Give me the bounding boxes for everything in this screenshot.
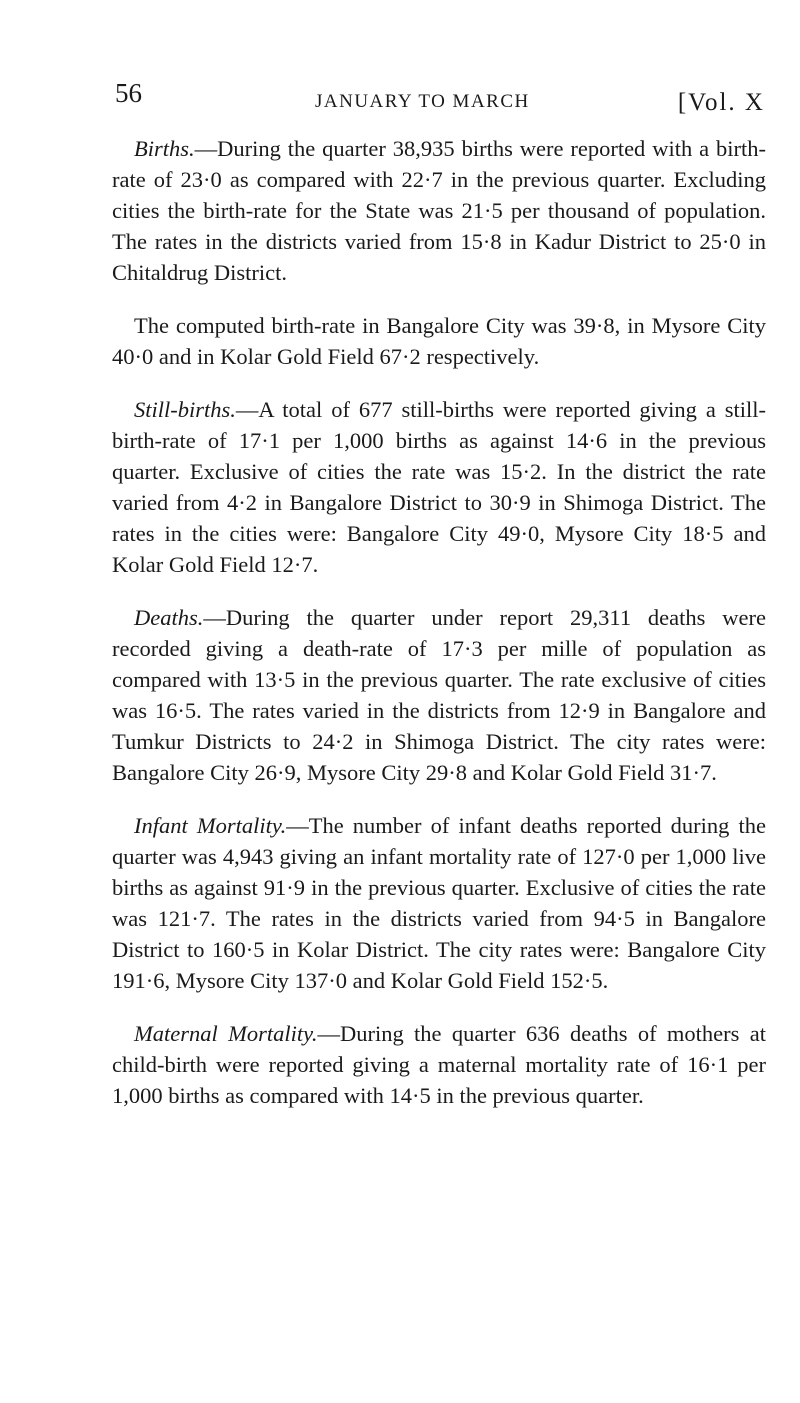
page-number: 56	[115, 78, 142, 108]
paragraph-text: —During the quarter 38,935 births were reported with a birth-rate of 23·0 as compared with 22·7 in the previous quarter. Excluding cities the birth-rate for the State was 21·5 per thousand of population. The rates in the districts varied from 15·8 in Kadur District to 25·0 in Chitaldrug District.	[112, 136, 766, 285]
paragraph-heading: Infant Mortality.	[134, 813, 287, 838]
paragraph-deaths	[112, 602, 766, 788]
paragraph-still-births	[112, 394, 766, 580]
body-text	[112, 133, 766, 1133]
paragraph-text: The computed birth-rate in Bangalore City was 39·8, in Mysore City 40·0 and in Kolar Gold Field 67·2 respectively.	[112, 313, 766, 369]
paragraph-heading: Still-births.	[134, 397, 236, 422]
volume-label: [Vol. X	[677, 89, 765, 116]
paragraph-text: —During the quarter under report 29,311 deaths were recorded giving a death-rate of 17·3 per mille of population as compared with 13·5 in the previous quarter. The rate exclusive of cities was 16·5. The rates varied in the districts from 12·9 in Bangalore and Tumkur Districts to 24·2 in Shimoga District. The city rates were: Bangalore City 26·9, Mysore City 29·8 and Kolar Gold Field 31·7.	[112, 605, 766, 785]
paragraph-heading: Deaths.	[134, 605, 204, 630]
paragraph-heading: Births.	[134, 136, 195, 161]
paragraph-infant-mortality	[112, 810, 766, 996]
paragraph-text: —A total of 677 still-births were reported giving a still-birth-rate of 17·1 per 1,000 births as against 14·6 in the previous quarter. Exclusive of cities the rate was 15·2. In the district the rate varied from 4·2 in Bangalore District to 30·9 in Shimoga District. The rates in the cities were: Bangalore City 49·0, Mysore City 18·5 and Kolar Gold Field 12·7.	[112, 397, 766, 577]
running-title: JANUARY TO MARCH	[315, 91, 530, 112]
paragraph-text: —The number of infant deaths reported during the quarter was 4,943 giving an infant mortality rate of 127·0 per 1,000 live births as against 91·9 in the previous quarter. Exclusive of cities the rate was 121·7. The rates in the districts varied from 94·5 in Bangalore District to 160·5 in Kolar District. The city rates were: Bangalore City 191·6, Mysore City 137·0 and Kolar Gold Field 152·5.	[112, 813, 766, 993]
paragraph-maternal-mortality	[112, 1018, 766, 1111]
paragraph-births	[112, 133, 766, 288]
paragraph-city-birth-rates	[112, 310, 766, 372]
paragraph-heading: Maternal Mortality.	[134, 1021, 318, 1046]
paragraph-text: —During the quarter 636 deaths of mothers at child-birth were reported giving a maternal mortality rate of 16·1 per 1,000 births as compared with 14·5 in the previous quarter.	[112, 1021, 767, 1108]
running-header	[115, 80, 765, 120]
